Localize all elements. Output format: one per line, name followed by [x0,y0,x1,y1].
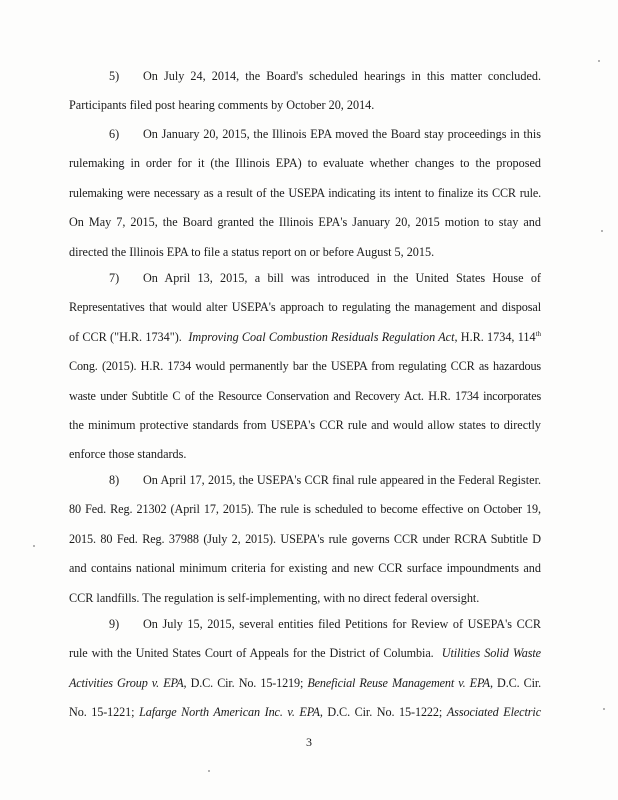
paragraph-7-line-5: waste under Subtitle C of the Resource Conservation and Recovery Act. H.R. 1734 incorporates [69,388,541,403]
paragraph-6-line-2: rulemaking in order for it (the Illinois EPA) to evaluate whether changes to the proposed [69,156,541,171]
paragraph-7-line-7: enforce those standards. [69,447,187,462]
paragraph-8-line-2: 80 Fed. Reg. 21302 (April 17, 2015). The rule is scheduled to become effective on October 19, [69,502,541,517]
paragraph-9-case-3: Lafarge North American Inc. v. EPA, [139,705,323,720]
paragraph-8-line-1 [69,472,541,489]
paragraph-8-line-3: 2015. 80 Fed. Reg. 37988 (July 2, 2015). USEPA's rule governs CCR under RCRA Subtitle D [69,531,541,546]
paragraph-9-text-3b: D.C. Cir. No. 15-1219; [190,675,304,690]
paragraph-5-number: 5) [109,69,120,83]
paragraph-7-text-3a: of CCR ("H.R. 1734"). [69,329,182,344]
paragraph-9-text-4a: No. 15-1221; [69,705,135,720]
scan-speck [33,545,35,547]
paragraph-6-line-5: directed the Illinois EPA to file a status report on or before August 5, 2015. [69,244,435,259]
paragraph-9-text-1: On July 15, 2015, several entities filed Petitions for Review of USEPA's CCR [143,617,541,631]
paragraph-9-line-2 [69,645,541,662]
paragraph-7 [69,270,541,476]
paragraph-9 [69,616,541,734]
scan-speck [603,708,605,710]
scan-speck [598,60,600,62]
paragraph-7-text-1: On April 13, 2015, a bill was introduced in the United States House of [143,271,541,285]
paragraph-8-line-4: and contains national minimum criteria for existing and new CCR surface impoundments and [69,561,541,576]
scan-speck [601,230,603,232]
paragraph-6-line-3: rulemaking were necessary as a result of the USEPA indicating its intent to finalize its CCR rule. [69,185,541,200]
paragraph-9-case-4: Associated Electric [446,705,542,720]
paragraph-9-line-3 [69,675,541,692]
paragraph-9-line-1 [69,616,541,633]
paragraph-7-number: 7) [109,271,120,285]
paragraph-6-number: 6) [109,127,120,141]
paragraph-9-text-2a: rule with the United States Court of Appeals for the District of Columbia. [69,646,434,661]
paragraph-7-citation-title: Improving Coal Combustion Residuals Regulation Act, [188,329,458,344]
paragraph-6-text-1: On January 20, 2015, the Illinois EPA moved the Board stay proceedings in this [143,127,541,141]
paragraph-9-text-3d: D.C. Cir. [497,675,541,690]
paragraph-9-case-1: Utilities Solid Waste [441,646,541,661]
paragraph-6-line-1 [69,126,541,143]
paragraph-9-line-4 [69,704,541,721]
paragraph-8 [69,472,541,619]
paragraph-9-number: 9) [109,617,120,631]
paragraph-7-line-6: the minimum protective standards from USEPA's CCR rule and would allow states to directly [69,417,541,432]
paragraph-5 [69,68,541,127]
paragraph-9-case-2: Beneficial Reuse Management v. EPA, [307,675,493,690]
paragraph-7-superscript: th [535,329,542,338]
paragraph-5-line-2: Participants filed post hearing comments by October 20, 2014. [69,98,375,113]
paragraph-7-line-2: Representatives that would alter USEPA's approach to regulating the management and disposal [69,300,541,315]
scan-speck [208,770,210,772]
paragraph-7-text-3c: H.R. 1734, 114 [460,329,536,344]
paragraph-6-line-4: On May 7, 2015, the Board granted the Illinois EPA's January 20, 2015 motion to stay and [69,215,541,230]
paragraph-5-line-1 [69,68,541,85]
paragraph-7-line-1 [69,270,541,287]
paragraph-8-line-5: CCR landfills. The regulation is self-implementing, with no direct federal oversight. [69,590,480,605]
paragraph-7-line-3 [69,329,541,346]
paragraph-6 [69,126,541,273]
paragraph-5-text-1: On July 24, 2014, the Board's scheduled hearings in this matter concluded. [143,69,541,83]
paragraph-8-number: 8) [109,473,120,487]
paragraph-7-line-4: Cong. (2015). H.R. 1734 would permanently bar the USEPA from regulating CCR as hazardous [69,359,541,374]
paragraph-8-text-1: On April 17, 2015, the USEPA's CCR final rule appeared in the Federal Register. [143,473,541,487]
paragraph-9-text-4c: D.C. Cir. No. 15-1222; [327,705,443,720]
page-number: 3 [306,735,312,749]
paragraph-9-case-1-cont: Activities Group v. EPA, [69,675,187,690]
